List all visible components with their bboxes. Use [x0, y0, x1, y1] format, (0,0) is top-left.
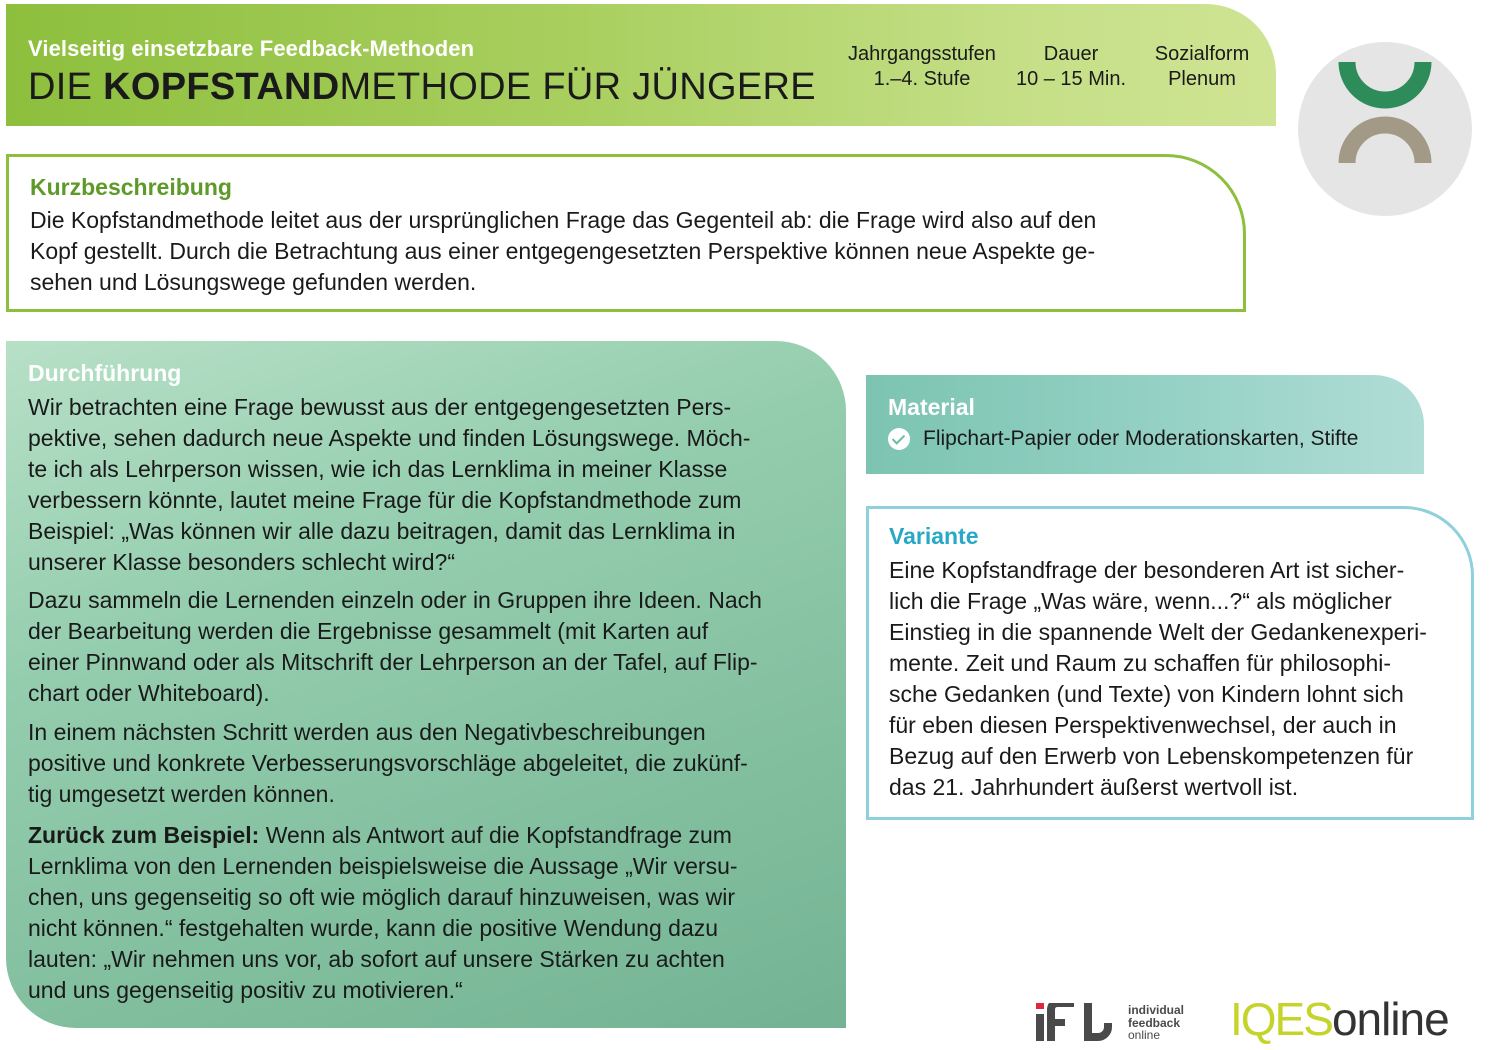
text-line: Eine Kopfstandfrage der besonderen Art ist sicher-	[889, 557, 1405, 583]
durchfuehrung-box	[6, 341, 846, 1028]
durchfuehrung-paragraph-4	[28, 820, 828, 1006]
ifb-line: individual	[1128, 1003, 1185, 1017]
text-line: und uns gegenseitig positiv zu motivieren.“	[28, 977, 463, 1003]
meta-value: 10 – 15 Min.	[1015, 68, 1127, 90]
text-line: Bezug auf den Erwerb von Lebenskompetenzen für	[889, 743, 1414, 769]
brand-logo-circle	[1298, 42, 1472, 216]
text-line: Wir betrachten eine Frage bewusst aus der entgegengesetzten Pers-	[28, 394, 732, 420]
text-line: Beispiel: „Was können wir alle dazu beitragen, damit das Lernklima in	[28, 518, 736, 544]
series-kicker: Vielseitig einsetzbare Feedback-Methoden	[28, 36, 475, 61]
text-line: der Bearbeitung werden die Ergebnisse gesammelt (mit Karten auf	[28, 618, 709, 644]
text-line: chart oder Whiteboard).	[28, 680, 270, 706]
text-line: sehen und Lösungswege gefunden werden.	[30, 269, 477, 295]
text-line: verbessern könnte, lautet meine Frage für die Kopfstandmethode zum	[28, 487, 742, 513]
variante-text	[889, 555, 1459, 803]
text-line: sche Gedanken (und Texte) von Kindern lohnt sich	[889, 681, 1404, 707]
ifb-line: feedback	[1128, 1015, 1181, 1030]
title-pre: DIE	[28, 66, 104, 108]
material-title: Material	[888, 394, 975, 420]
material-item	[888, 427, 1358, 451]
meta-value: 1.–4. Stufe	[873, 68, 971, 90]
variante-title: Variante	[889, 523, 979, 549]
meta-sozialform	[1140, 42, 1264, 92]
meta-value: Plenum	[1168, 68, 1236, 90]
text-line: Dazu sammeln die Lernenden einzeln oder in Gruppen ihre Ideen. Nach	[28, 587, 762, 613]
example-lead: Zurück zum Beispiel:	[28, 822, 260, 848]
text-line: Lernklima von den Lernenden beispielsweise die Aussage „Wir versu-	[28, 853, 738, 879]
iqes-wordmark: IQES	[1230, 993, 1332, 1045]
ifb-line: online	[1128, 1028, 1161, 1042]
kurzbeschreibung-text	[30, 205, 1096, 298]
text-line: Einstieg in die spannende Welt der Gedankenexperi-	[889, 619, 1427, 645]
text-line: lauten: „Wir nehmen uns vor, ab sofort auf unsere Stärken zu achten	[28, 946, 725, 972]
text-line: für eben diesen Perspektivenwechsel, der auch in	[889, 712, 1397, 738]
text-line: Die Kopfstandmethode leitet aus der ursprünglichen Frage das Gegenteil ab: die Frage wird also auf den	[30, 207, 1097, 233]
text-line: te ich als Lehrperson wissen, wie ich das Lernklima in meiner Klasse	[28, 456, 728, 482]
meta-label: Sozialform	[1154, 43, 1250, 65]
durchfuehrung-paragraph-1	[28, 392, 828, 578]
text-line: mente. Zeit und Raum zu schaffen für philosophi-	[889, 650, 1392, 676]
title-bold: KOPFSTAND	[103, 66, 340, 108]
title-post: METHODE FÜR JÜNGERE	[339, 66, 816, 108]
durchfuehrung-paragraph-2	[28, 585, 828, 709]
taupe-arc	[1347, 125, 1423, 163]
text-line	[28, 820, 828, 851]
meta-dauer	[1006, 42, 1136, 92]
text-line: positive und konkrete Verbesserungsvorschläge abgeleitet, die zukünf-	[28, 750, 748, 776]
brand-arcs-icon	[1298, 42, 1472, 216]
green-arc	[1347, 62, 1423, 100]
iqes-online-logo	[1230, 994, 1449, 1044]
text-line: chen, uns gegenseitig so oft wie möglich darauf hinzuweisen, was wir	[28, 884, 735, 910]
variante-box	[866, 506, 1474, 820]
meta-label: Jahrgangsstufen	[848, 43, 996, 65]
text-line: lich die Frage „Was wäre, wenn...?“ als möglicher	[889, 588, 1392, 614]
example-first-line: Wenn als Antwort auf die Kopfstandfrage zum	[259, 822, 732, 848]
material-box	[866, 375, 1424, 474]
text-line: das 21. Jahrhundert äußerst wertvoll ist.	[889, 774, 1299, 800]
text-line: nicht können.“ festgehalten wurde, kann die positive Wendung dazu	[28, 915, 719, 941]
meta-label: Dauer	[1043, 43, 1099, 65]
text-line: tig umgesetzt werden können.	[28, 781, 335, 807]
text-line: pektive, sehen dadurch neue Aspekte und finden Lösungswege. Möch-	[28, 425, 751, 451]
meta-jahrgangsstufen	[840, 42, 1004, 92]
ifb-logo-icon	[1036, 1003, 1120, 1043]
check-circle-icon	[888, 428, 910, 450]
text-line: unserer Klasse besonders schlecht wird?“	[28, 549, 455, 575]
text-line: einer Pinnwand oder als Mitschrift der Lehrperson an der Tafel, auf Flip-	[28, 649, 758, 675]
durchfuehrung-title: Durchführung	[28, 360, 182, 386]
ifb-logo-text	[1128, 1004, 1184, 1042]
kurzbeschreibung-title: Kurzbeschreibung	[30, 174, 232, 200]
material-item-label: Flipchart-Papier oder Moderationskarten, Stifte	[923, 427, 1359, 450]
online-wordmark: online	[1331, 993, 1449, 1045]
text-line: In einem nächsten Schritt werden aus den Negativbeschreibungen	[28, 719, 706, 745]
text-line: Kopf gestellt. Durch die Betrachtung aus einer entgegengesetzten Perspektive können neue Aspekte ge-	[30, 238, 1096, 264]
page-title	[28, 66, 816, 109]
kurzbeschreibung-box	[6, 154, 1246, 312]
durchfuehrung-paragraph-3	[28, 717, 828, 810]
